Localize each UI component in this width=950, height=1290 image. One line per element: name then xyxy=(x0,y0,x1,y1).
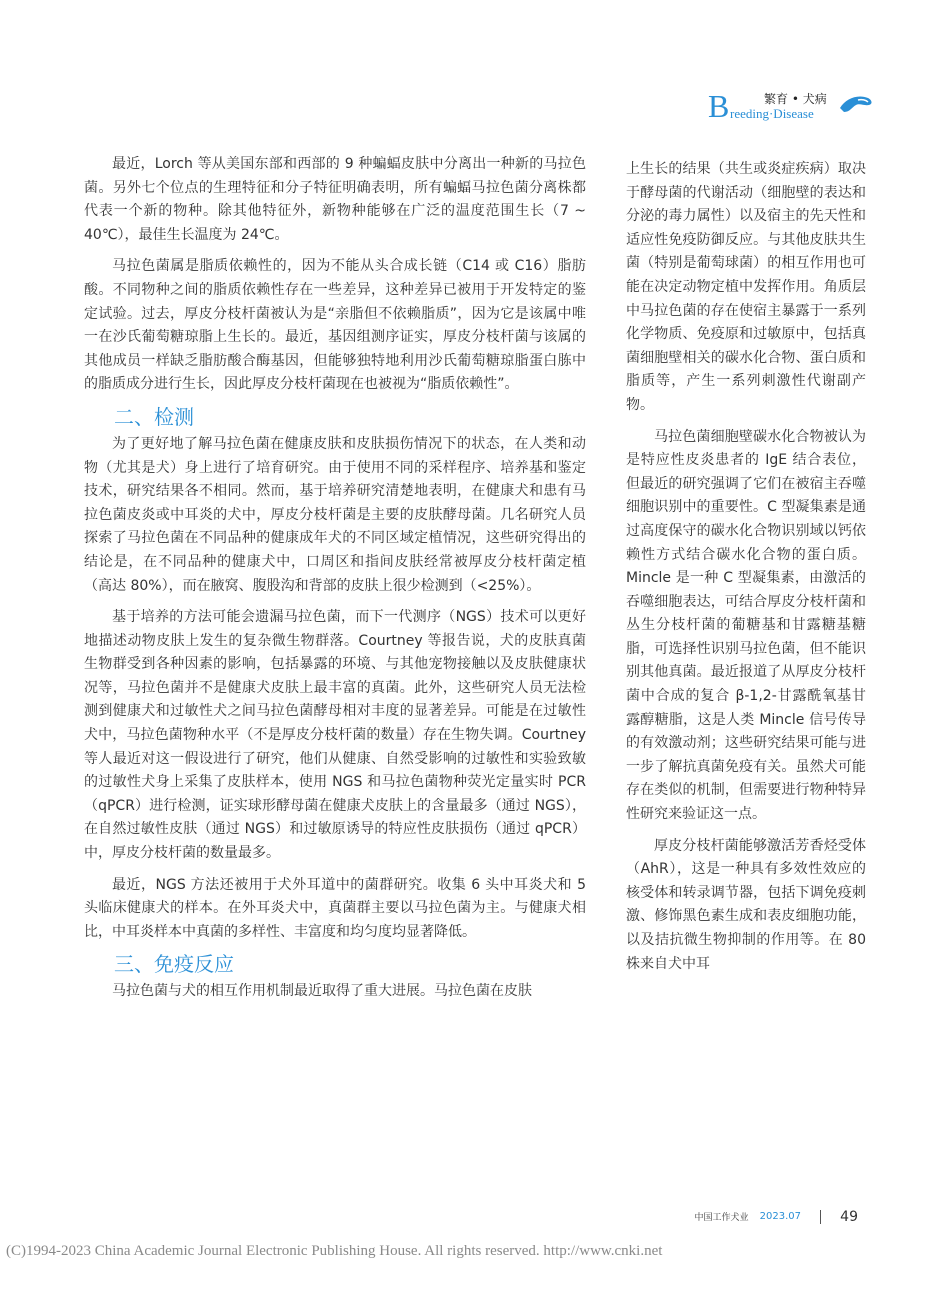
paragraph: 马拉色菌属是脂质依赖性的，因为不能从头合成长链（C14 或 C16）脂肪酸。不同物种之间的脂质依赖性存在一些差异，这种差异已被用于开发特定的鉴定试验。过去，厚皮分枝杆菌被认为是“亲脂但不依赖脂质”，因为它是该属中唯一在沙氏葡萄糖琼脂上生长的。最近，基因组测序证实，厚皮分枝杆菌与该属的其他成员一样缺乏脂肪酸合酶基因，但能够独特地利用沙氏葡萄糖琼脂蛋白胨中的脂质成分进行生长，因此厚皮分枝杆菌现在也被视为“脂质依赖性”。 xyxy=(84,258,586,393)
section-heading-immune-response: 三、免疫反应 xyxy=(114,952,234,977)
footer-divider xyxy=(820,1210,821,1224)
section-heading-detection: 二、检测 xyxy=(114,404,194,429)
section-title-cn: 繁育 • 犬病 xyxy=(764,92,827,106)
paragraph: 最近，NGS 方法还被用于犬外耳道中的菌群研究。收集 6 头中耳炎犬和 5 头临床健康犬的样本。在外耳炎犬中，真菌群主要以马拉色菌为主。与健康犬相比，中耳炎样本中真菌的多样性、丰富度和均匀度均显著降低。 xyxy=(84,876,586,940)
logo-letter: B xyxy=(708,88,730,124)
journal-name: 中国工作犬业 xyxy=(694,1213,749,1223)
paragraph: 马拉色菌与犬的相互作用机制最近取得了重大进展。马拉色菌在皮肤 xyxy=(112,983,532,1000)
journal-logo xyxy=(708,90,868,126)
dog-silhouette-icon xyxy=(838,92,874,116)
paragraph: 最近，Lorch 等从美国东部和西部的 9 种蝙蝠皮肤中分离出一种新的马拉色菌。另外七个位点的生理特征和分子特征明确表明，所有蝙蝠马拉色菌分离株都代表一个新的物种。除其他特征外，新物种能够在广泛的温度范围生长（7 ~ 40℃），最佳生长温度为 24℃。 xyxy=(84,156,586,243)
paragraph: 厚皮分枝杆菌能够激活芳香烃受体（AhR），这是一种具有多效性效应的核受体和转录调节器，包括下调免疫刺激、修饰黑色素生成和表皮细胞功能，以及拮抗微生物抑制的作用等。在 80 株来自犬中耳 xyxy=(626,837,866,972)
paragraph: 基于培养的方法可能会遗漏马拉色菌，而下一代测序（NGS）技术可以更好地描述动物皮肤上发生的复杂微生物群落。Courtney 等报告说，犬的皮肤真菌生物群受到各种因素的影响，包括暴露的环境、与其他宠物接触以及皮肤健康状况等，马拉色菌并不是健康犬皮肤上最丰富的真菌。此外，这些研究人员无法检测到健康犬和过敏性犬之间马拉色菌酵母相对丰度的显著差异。可能是在过敏性犬中，马拉色菌物种水平（不是厚皮分枝杆菌的数量）存在生物失调。Courtney 等人最近对这一假设进行了研究，他们从健康、自然受影响的过敏性和实验致敏的过敏性犬身上采集了皮肤样本，使用 NGS 和马拉色菌物种荧光定量实时 PCR（qPCR）进行检测，证实球形酵母菌在健康犬皮肤上的含量最多（通过 NGS），在自然过敏性皮肤（通过 NGS）和过敏原诱导的特应性皮肤损伤（通过 qPCR）中，厚皮分枝杆菌的数量最多。 xyxy=(84,609,586,862)
page-number: 49 xyxy=(840,1208,858,1225)
left-column xyxy=(84,153,586,1012)
paragraph: 马拉色菌细胞壁碳水化合物被认为是特应性皮炎患者的 IgE 结合表位，但最近的研究强调了它们在被宿主吞噬细胞识别中的重要性。C 型凝集素是通过高度保守的碳水化合物识别域以钙依赖性方式结合碳水化合物的蛋白质。Mincle 是一种 C 型凝集素，由激活的吞噬细胞表达，可结合厚皮分枝杆菌和丛生分枝杆菌的葡糖基和甘露糖基糖脂，可选择性识别马拉色菌，但不能识别其他真菌。最近报道了从厚皮分枝杆菌中合成的复合 β-1,2-甘露酰氧基甘露醇糖脂，这是人类 Mincle 信号传导的有效激动剂；这些研究结果可能与进一步了解抗真菌免疫有关。虽然犬可能存在类似的机制，但需要进行物种特异性研究来验证这一点。 xyxy=(626,428,866,823)
right-column xyxy=(626,158,866,984)
section-title-en: reeding·Disease xyxy=(730,106,814,121)
paragraph: 上生长的结果（共生或炎症疾病）取决于酵母菌的代谢活动（细胞壁的表达和分泌的毒力属性）以及宿主的先天性和适应性免疫防御反应。与其他皮肤共生菌（特别是葡萄球菌）的相互作用也可能在决定动物定植中发挥作用。角质层中马拉色菌的存在使宿主暴露于一系列化学物质、免疫原和过敏原中，包括真菌细胞壁相关的碳水化合物、蛋白质和脂质等，产生一系列刺激性代谢副产物。 xyxy=(626,161,866,413)
page-footer xyxy=(695,1206,858,1224)
paragraph: 为了更好地了解马拉色菌在健康皮肤和皮肤损伤情况下的状态，在人类和动物（尤其是犬）身上进行了培育研究。由于使用不同的采样程序、培养基和鉴定技术，研究结果各不相同。然而，基于培养研究清楚地表明，在健康犬和患有马拉色菌皮炎或中耳炎的犬中，厚皮分枝杆菌是主要的皮肤酵母菌。几名研究人员探索了马拉色菌在不同品种的健康成年犬的不同区域定植情况，这些研究得出的结论是，在不同品种的健康犬中，口周区和指间皮肤经常被厚皮分枝杆菌定植（高达 80%），而在腋窝、腹股沟和背部的皮肤上很少检测到（<25%）。 xyxy=(84,435,586,594)
issue-date: 2023.07 xyxy=(759,1211,801,1222)
copyright-watermark: (C)1994-2023 China Academic Journal Electronic Publishing House. All rights reserved. http://www.cnki.net xyxy=(6,1243,663,1259)
